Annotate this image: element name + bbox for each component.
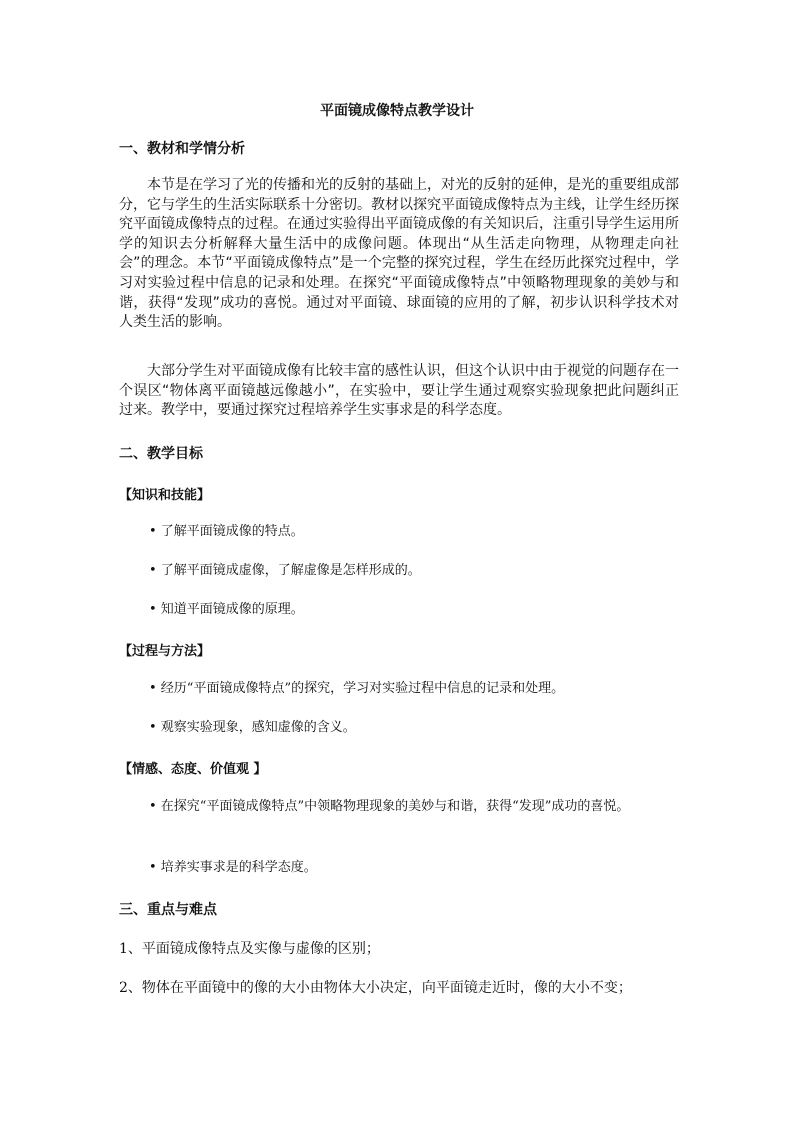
- section-heading-key-points: 三、重点与难点: [119, 902, 217, 918]
- document-title: 平面镜成像特点教学设计: [320, 103, 474, 119]
- bullet-process-1: • 经历“平面镜成像特点”的探究，学习对实验过程中信息的记录和处理。: [149, 681, 565, 696]
- bullet-emotion-2: • 培养实事求是的科学态度。: [149, 860, 317, 875]
- paragraph-textbook-analysis: 本节是在学习了光的传播和光的反射的基础上，对光的反射的延伸，是光的重要组成部分，它与学生的生活实际联系十分密切。教材以探究平面镜成像特点为主线，让学生经历探究平面镜成像特点的过程。在通过实验得出平面镜成像的有关知识后，注重引导学生运用所学的知识去分析解释大量生活中的成像问题。体现出“从生活走向物理，从物理走向社会”的理念。本节“平面镜成像特点”是一个完整的探究过程，学生在经历此探究过程中，学习对实验过程中信息的记录和处理。在探究“平面镜成像特点”中领略物理现象的美妙与和谐，获得“发现”成功的喜悦。通过对平面镜、球面镜的应用的了解，初步认识科学技术对人类生活的影响。: [119, 177, 679, 331]
- bullet-knowledge-1: • 了解平面镜成像的特点。: [149, 524, 304, 539]
- bullet-emotion-1: • 在探究“平面镜成像特点”中领略物理现象的美妙与和谐，获得“发现”成功的喜悦。: [149, 799, 630, 814]
- section-heading-objectives: 二、教学目标: [119, 446, 203, 462]
- subheading-knowledge-skills: 【知识和技能】: [119, 488, 211, 503]
- paragraph-student-analysis: 大部分学生对平面镜成像有比较丰富的感性认识，但这个认识中由于视觉的问题存在一个误区“物体离平面镜越远像越小”，在实验中，要让学生通过观察实验现象把此问题纠正过来。教学中，要通过探究过程培养学生实事求是的科学态度。: [119, 363, 679, 419]
- bullet-knowledge-3: • 知道平面镜成像的原理。: [149, 602, 304, 617]
- section-heading-analysis: 一、教材和学情分析: [119, 141, 245, 157]
- key-point-1: 1、平面镜成像特点及实像与虚像的区别；: [119, 941, 380, 957]
- key-point-2: 2、物体在平面镜中的像的大小由物体大小决定，向平面镜走近时，像的大小不变；: [119, 980, 632, 996]
- subheading-process-methods: 【过程与方法】: [119, 644, 211, 659]
- bullet-process-2: • 观察实验现象，感知虚像的含义。: [149, 720, 356, 735]
- subheading-emotion-values: 【情感、态度、价值观 】: [119, 762, 267, 777]
- bullet-knowledge-2: • 了解平面镜成虚像，了解虚像是怎样形成的。: [149, 563, 421, 578]
